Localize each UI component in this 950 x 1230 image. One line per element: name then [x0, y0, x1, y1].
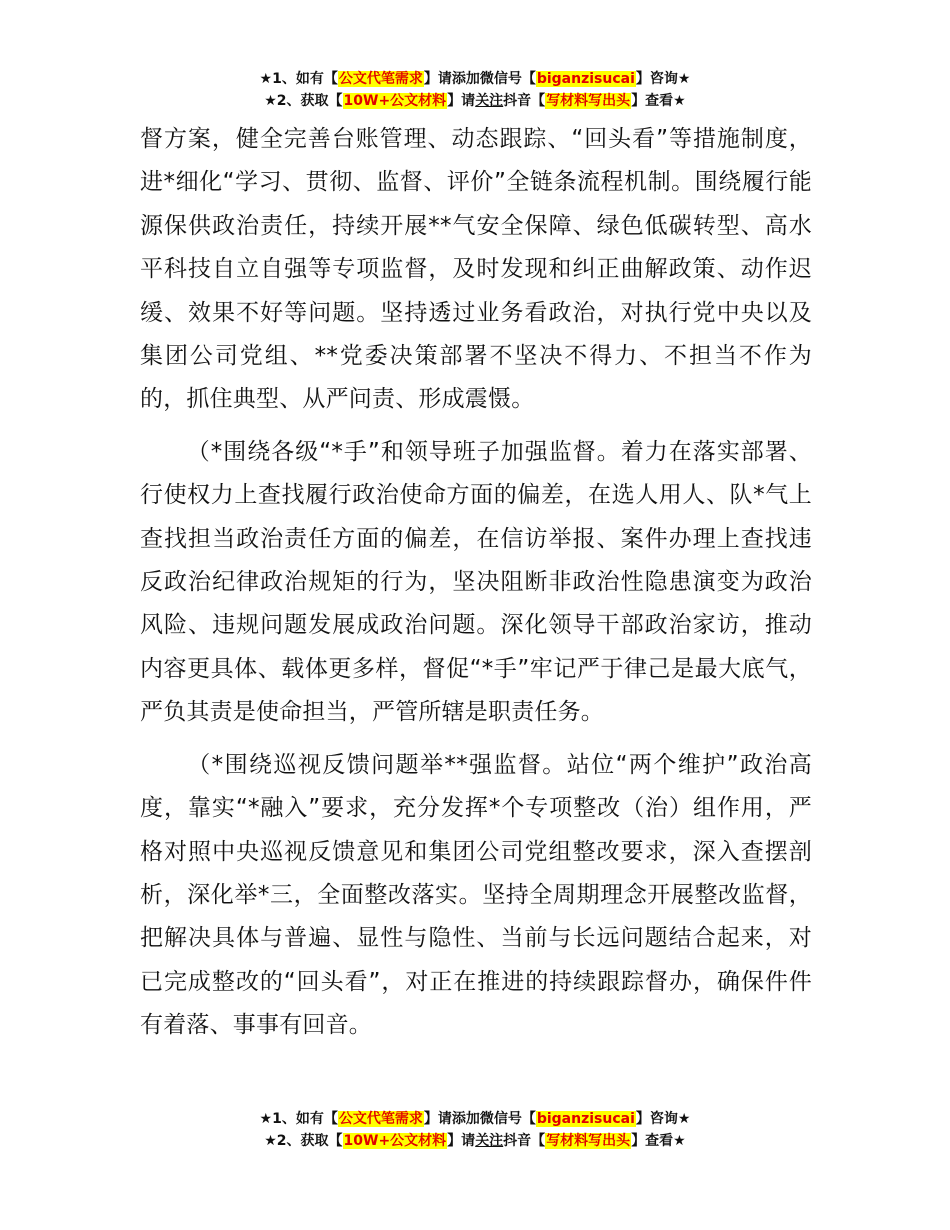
- banner-highlight: biganzisucai: [536, 71, 635, 87]
- banner-text: ★1、如有【: [259, 71, 338, 87]
- banner-text: 】请: [447, 93, 476, 109]
- banner-text: ★1、如有【: [259, 1111, 338, 1127]
- footer-banner-line-1: [0, 1108, 950, 1130]
- body-paragraph-3-text: （*围绕巡视反馈问题举**强监督。站位“两个维护”政治高度，靠实“*融入”要求，充分发挥*个专项整改（治）组作用，严格对照中央巡视反馈意见和集团公司党组整改要求，深入查摆剖析，深化举*三，全面整改落实。坚持全周期理念开展整改监督，把解决具体与普遍、显性与隐性、当前与长远问题结合起来，对已完成整改的“回头看”，对正在推进的持续跟踪督办，确保件件有着落、事事有回音。: [140, 751, 812, 1039]
- footer-banner: [0, 1108, 950, 1152]
- banner-highlight: 写材料写出头: [546, 1133, 631, 1149]
- header-banner: [0, 68, 950, 112]
- banner-highlight: 10W+公文材料: [343, 93, 447, 109]
- banner-text: 】请: [447, 1133, 476, 1149]
- banner-text: 】请添加微信号【: [423, 71, 536, 87]
- banner-highlight: 公文代笔需求: [338, 1111, 423, 1127]
- banner-highlight: biganzisucai: [536, 1111, 635, 1127]
- footer-banner-line-2: [0, 1130, 950, 1152]
- body-paragraph-1: 督方案，健全完善台账管理、动态跟踪、“回头看”等措施制度，进*细化“学习、贯彻、监督、评价”全链条流程机制。围绕履行能源保供政治责任，持续开展**气安全保障、绿色低碳转型、高水平科技自立自强等专项监督，及时发现和纠正曲解政策、动作迟缓、效果不好等问题。坚持透过业务看政治，对执行党中央以及集团公司党组、**党委决策部署不坚决不得力、不担当不作为的，抓住典型、从严问责、形成震慑。: [140, 126, 812, 413]
- header-banner-line-1: [0, 68, 950, 90]
- body-paragraph-2-text: （*围绕各级“*手”和领导班子加强监督。着力在落实部署、行使权力上查找履行政治使命方面的偏差，在选人用人、队*气上查找担当政治责任方面的偏差，在信访举报、案件办理上查找违反政治纪律政治规矩的行为，坚决阻断非政治性隐患演变为政治风险、违规问题发展成政治问题。深化领导干部政治家访，推动内容更具体、载体更多样，督促“*手”牢记严于律己是最大底气，严负其责是使命担当，严管所辖是职责任务。: [140, 438, 812, 726]
- body-paragraph-3: [140, 744, 812, 1048]
- banner-text: ★2、获取【: [264, 93, 343, 109]
- body-paragraph-2: [140, 431, 812, 735]
- banner-underlined-text: 关注: [475, 93, 504, 109]
- document-body: [140, 118, 812, 1048]
- banner-text: 】咨询★: [635, 71, 691, 87]
- banner-text: 】请添加微信号【: [423, 1111, 536, 1127]
- banner-text: 】咨询★: [635, 1111, 691, 1127]
- header-banner-line-2: [0, 90, 950, 112]
- banner-highlight: 写材料写出头: [546, 93, 631, 109]
- banner-text: 】查看★: [631, 1133, 686, 1149]
- banner-text: 抖音【: [503, 1133, 546, 1149]
- banner-highlight: 公文代笔需求: [338, 71, 423, 87]
- banner-text: ★2、获取【: [264, 1133, 343, 1149]
- banner-text: 】查看★: [631, 93, 686, 109]
- banner-highlight: 10W+公文材料: [343, 1133, 447, 1149]
- banner-underlined-text: 关注: [475, 1133, 504, 1149]
- banner-text: 抖音【: [503, 93, 546, 109]
